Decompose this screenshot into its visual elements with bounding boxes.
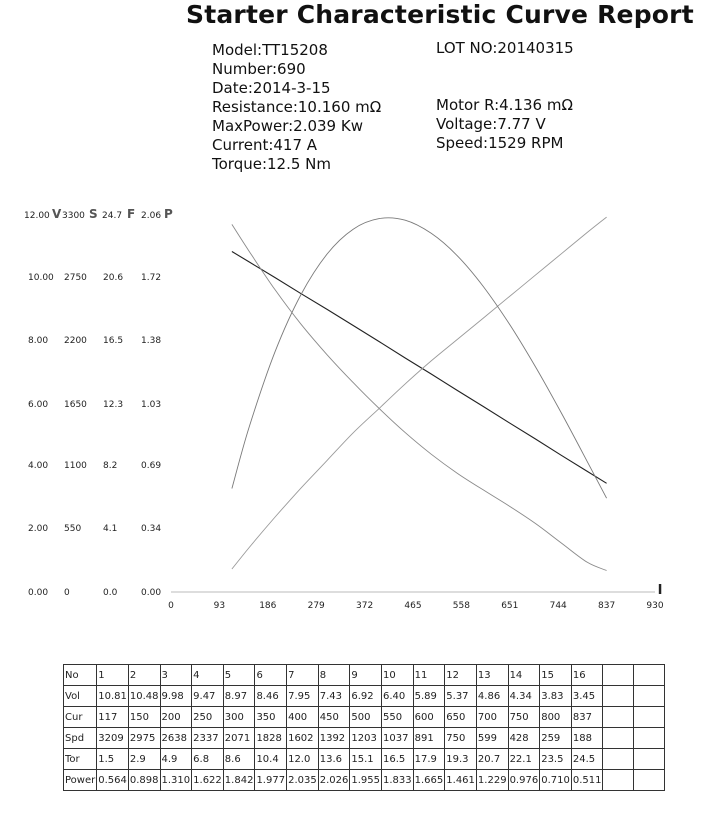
table-empty-cell [634, 665, 665, 686]
table-cell: 259 [540, 728, 572, 749]
voltage-text: Voltage:7.77 V [436, 115, 546, 133]
table-empty-cell [603, 707, 634, 728]
table-cell: 1.229 [476, 770, 508, 791]
table-cell: 9.98 [160, 686, 192, 707]
y-tick-label-P: 1.72 [141, 273, 162, 283]
table-cell: 1.833 [382, 770, 414, 791]
table-cell: 599 [476, 728, 508, 749]
table-empty-cell [634, 686, 665, 707]
table-empty-cell [634, 728, 665, 749]
resistance-text: Resistance:10.160 mΩ [212, 98, 382, 116]
table-cell: 2.9 [128, 749, 160, 770]
y-tick-label-P: 1.38 [141, 336, 162, 346]
table-cell: 500 [350, 707, 382, 728]
y-axis-head-letter-F: F [127, 207, 136, 221]
table-empty-cell [603, 665, 634, 686]
table-row-label: Tor [64, 749, 97, 770]
series-line-S [232, 224, 607, 570]
date-text: Date:2014-3-15 [212, 79, 331, 97]
y-tick-label-V: 0.00 [28, 588, 49, 598]
table-row [64, 770, 665, 791]
y-tick-label-V: 8.00 [28, 336, 49, 346]
table-cell: 750 [445, 728, 477, 749]
table-cell: 2638 [160, 728, 192, 749]
table-cell: 400 [287, 707, 319, 728]
table-cell: 12.0 [287, 749, 319, 770]
y-axis-head-letter-P: P [164, 207, 173, 221]
table-cell: 7 [287, 665, 319, 686]
table-cell: 4 [192, 665, 224, 686]
table-cell: 15.1 [350, 749, 382, 770]
table-cell: 1.5 [97, 749, 129, 770]
table-empty-cell [634, 749, 665, 770]
table-cell: 2.035 [287, 770, 319, 791]
table-cell: 1828 [255, 728, 287, 749]
table-cell: 5 [223, 665, 255, 686]
table-cell: 22.1 [508, 749, 540, 770]
torque-text: Torque:12.5 Nm [212, 155, 332, 173]
table-cell: 0.710 [540, 770, 572, 791]
series-line-V [232, 252, 607, 484]
table-cell: 0.898 [128, 770, 160, 791]
table-cell: 1.310 [160, 770, 192, 791]
y-axis-head-value-P: 2.06 [141, 211, 162, 221]
table-cell: 0.511 [571, 770, 603, 791]
table-cell: 750 [508, 707, 540, 728]
table-cell: 1037 [382, 728, 414, 749]
x-tick-label: 651 [501, 601, 519, 611]
table-cell: 250 [192, 707, 224, 728]
table-empty-cell [603, 728, 634, 749]
table-cell: 15 [540, 665, 572, 686]
y-tick-label-S: 1100 [64, 461, 87, 471]
table-cell: 5.37 [445, 686, 477, 707]
table-row [64, 707, 665, 728]
table-cell: 3.83 [540, 686, 572, 707]
motor-r-text: Motor R:4.136 mΩ [436, 96, 573, 114]
y-tick-label-F: 8.2 [103, 461, 118, 471]
table-cell: 20.7 [476, 749, 508, 770]
table-cell: 1392 [318, 728, 350, 749]
table-cell: 7.43 [318, 686, 350, 707]
table-cell: 10.48 [128, 686, 160, 707]
table-cell: 10 [382, 665, 414, 686]
table-cell: 891 [413, 728, 445, 749]
x-tick-label: 930 [646, 601, 664, 611]
table-cell: 14 [508, 665, 540, 686]
y-axis-head-value-F: 24.7 [102, 211, 123, 221]
table-cell: 6.8 [192, 749, 224, 770]
table-empty-cell [603, 749, 634, 770]
table-cell: 428 [508, 728, 540, 749]
table-cell: 1.977 [255, 770, 287, 791]
model-text: Model:TT15208 [212, 41, 328, 59]
lot-no-text: LOT NO:20140315 [436, 39, 574, 57]
table-cell: 8.97 [223, 686, 255, 707]
table-cell: 2071 [223, 728, 255, 749]
table-row [64, 686, 665, 707]
y-tick-label-F: 12.3 [103, 400, 124, 410]
table-cell: 6.40 [382, 686, 414, 707]
x-tick-label: 744 [549, 601, 567, 611]
table-cell: 150 [128, 707, 160, 728]
y-tick-label-S: 2750 [64, 273, 87, 283]
y-tick-label-S: 0 [64, 588, 70, 598]
table-cell: 3 [160, 665, 192, 686]
y-axis-head-letter-S: S [89, 207, 98, 221]
table-cell: 9.47 [192, 686, 224, 707]
table-row-label: Cur [64, 707, 97, 728]
table-empty-cell [603, 770, 634, 791]
table-cell: 2337 [192, 728, 224, 749]
table-cell: 23.5 [540, 749, 572, 770]
table-cell: 2 [128, 665, 160, 686]
y-tick-label-P: 0.00 [141, 588, 162, 598]
table-row [64, 665, 665, 686]
y-tick-label-F: 4.1 [103, 524, 118, 534]
current-text: Current:417 A [212, 136, 318, 154]
table-cell: 1.461 [445, 770, 477, 791]
table-cell: 3.45 [571, 686, 603, 707]
table-cell: 117 [97, 707, 129, 728]
x-axis-label: I [657, 583, 663, 598]
table-cell: 1.665 [413, 770, 445, 791]
y-tick-label-V: 4.00 [28, 461, 49, 471]
table-cell: 837 [571, 707, 603, 728]
data-table [63, 664, 665, 791]
table-cell: 10.81 [97, 686, 129, 707]
table-row [64, 749, 665, 770]
table-empty-cell [634, 770, 665, 791]
number-text: Number:690 [212, 60, 306, 78]
x-tick-label: 465 [404, 601, 422, 611]
table-row-label: Vol [64, 686, 97, 707]
table-cell: 2975 [128, 728, 160, 749]
table-cell: 17.9 [413, 749, 445, 770]
table-cell: 1203 [350, 728, 382, 749]
table-cell: 8 [318, 665, 350, 686]
x-tick-label: 837 [598, 601, 616, 611]
table-cell: 6 [255, 665, 287, 686]
table-cell: 4.86 [476, 686, 508, 707]
y-axis-head-letter-V: V [52, 207, 62, 221]
table-cell: 1 [97, 665, 129, 686]
series-line-P [232, 218, 607, 498]
y-tick-label-V: 2.00 [28, 524, 49, 534]
y-tick-label-S: 1650 [64, 400, 87, 410]
table-cell: 1.955 [350, 770, 382, 791]
table-cell: 1.622 [192, 770, 224, 791]
y-axis-head-value-S: 3300 [62, 211, 85, 221]
y-tick-label-F: 0.0 [103, 588, 118, 598]
table-cell: 8.46 [255, 686, 287, 707]
table-cell: 1602 [287, 728, 319, 749]
table-cell: 188 [571, 728, 603, 749]
table-cell: 450 [318, 707, 350, 728]
table-cell: 350 [255, 707, 287, 728]
table-cell: 3209 [97, 728, 129, 749]
table-cell: 550 [382, 707, 414, 728]
table-cell: 6.92 [350, 686, 382, 707]
table-cell: 1.842 [223, 770, 255, 791]
table-cell: 9 [350, 665, 382, 686]
x-tick-label: 93 [213, 601, 226, 611]
y-tick-label-F: 16.5 [103, 336, 124, 346]
x-tick-label: 558 [452, 601, 470, 611]
y-tick-label-P: 1.03 [141, 400, 162, 410]
table-cell: 12 [445, 665, 477, 686]
speed-text: Speed:1529 RPM [436, 134, 564, 152]
table-row [64, 728, 665, 749]
x-tick-label: 372 [356, 601, 374, 611]
y-axis-head-value-V: 12.00 [24, 211, 50, 221]
y-tick-label-V: 6.00 [28, 400, 49, 410]
table-cell: 7.95 [287, 686, 319, 707]
y-tick-label-V: 10.00 [28, 273, 54, 283]
table-cell: 11 [413, 665, 445, 686]
y-tick-label-F: 20.6 [103, 273, 124, 283]
report-title: Starter Characteristic Curve Report [186, 0, 694, 29]
table-cell: 4.34 [508, 686, 540, 707]
table-cell: 0.564 [97, 770, 129, 791]
table-cell: 650 [445, 707, 477, 728]
x-tick-label: 279 [307, 601, 325, 611]
y-tick-label-P: 0.34 [141, 524, 162, 534]
max-power-text: MaxPower:2.039 Kw [212, 117, 363, 135]
table-cell: 800 [540, 707, 572, 728]
table-cell: 13.6 [318, 749, 350, 770]
table-cell: 300 [223, 707, 255, 728]
y-tick-label-S: 550 [64, 524, 82, 534]
table-cell: 13 [476, 665, 508, 686]
x-tick-label: 0 [168, 601, 174, 611]
table-cell: 4.9 [160, 749, 192, 770]
table-cell: 2.026 [318, 770, 350, 791]
table-row-label: Power [64, 770, 97, 791]
table-row-label: No [64, 665, 97, 686]
table-cell: 5.89 [413, 686, 445, 707]
table-cell: 600 [413, 707, 445, 728]
table-cell: 10.4 [255, 749, 287, 770]
x-tick-label: 186 [259, 601, 277, 611]
table-cell: 0.976 [508, 770, 540, 791]
table-cell: 16.5 [382, 749, 414, 770]
y-tick-label-S: 2200 [64, 336, 87, 346]
table-cell: 19.3 [445, 749, 477, 770]
table-row-label: Spd [64, 728, 97, 749]
table-cell: 16 [571, 665, 603, 686]
table-empty-cell [634, 707, 665, 728]
table-cell: 200 [160, 707, 192, 728]
table-empty-cell [603, 686, 634, 707]
table-cell: 24.5 [571, 749, 603, 770]
y-tick-label-P: 0.69 [141, 461, 162, 471]
table-cell: 700 [476, 707, 508, 728]
table-cell: 8.6 [223, 749, 255, 770]
